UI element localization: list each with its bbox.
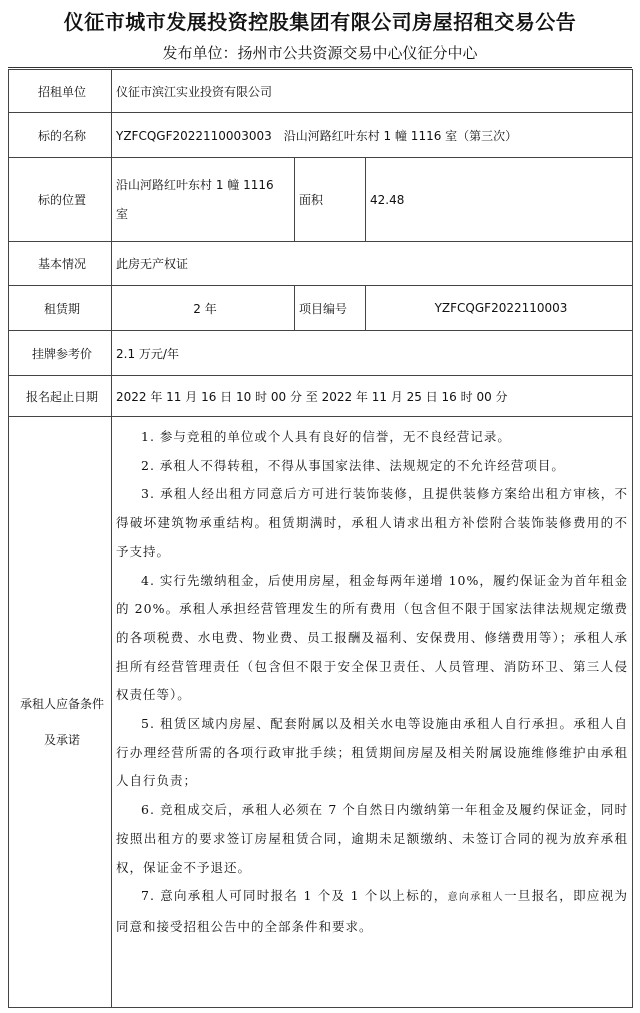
tenderer-value: 仪征市滨江实业投资有限公司 [112,70,633,113]
basic-label: 基本情况 [9,242,112,286]
subject-name-value: YZFCQGF2022110003003 沿山河路红叶东村 1 幢 1116 室（第三次） [112,113,633,158]
project-no-value: YZFCQGF2022110003 [366,286,633,331]
lease-term-label: 租赁期 [9,286,112,331]
project-no-label: 项目编号 [295,286,366,331]
row-subject-name [9,113,633,158]
announcement-title: 仪征市城市发展投资控股集团有限公司房屋招租交易公告 [63,10,577,34]
condition-4: 4. 实行先缴纳租金，后使用房屋，租金每两年递增 10%，履约保证金为首年租金的 20%。承租人承担经营管理发生的所有费用（包含但不限于国家法律法规规定缴费的各项税费、水电费、物业费、员工报酬及福利、安保费用、修缮费用等）；承租人承担所有经营管理责任（包含但不限于安全保卫责任、人员管理、消防环卫、第三人侵权责任等）。 [116,572,629,703]
condition-6: 6. 竞租成交后，承租人必须在 7 个自然日内缴纳第一年租金及履约保证金，同时按照出租方的要求签订房屋租赁合同，逾期未足额缴纳、未签订合同的视为放弃承租权，保证金不予退还。 [116,802,629,875]
basic-value: 此房无产权证 [112,242,633,286]
signup-period-value: 2022 年 11 月 16 日 10 时 00 分 至 2022 年 11 月 25 日 16 时 00 分 [112,376,633,417]
conditions-list [116,423,628,942]
area-value: 42.48 [366,158,633,242]
location-value-line1: 沿山河路红叶东村 1 幢 1116 [116,177,274,192]
condition-3: 3. 承租人经出租方同意后方可进行装饰装修，且提供装修方案给出租方审核，不得破坏建筑物承重结构。租赁期满时，承租人请求出租方补偿附合装饰装修费用的不予支持。 [116,486,629,559]
requirements-content [112,417,633,1008]
row-signup-period [9,376,633,417]
location-value [112,158,295,242]
row-lease-term [9,286,633,331]
condition-1: 1. 参与竞租的单位或个人具有良好的信誉，无不良经营记录。 [141,429,511,444]
row-tenderer [9,70,633,113]
announcement-table [8,69,633,1008]
area-label: 面积 [295,158,366,242]
row-ref-price [9,331,633,376]
condition-2: 2. 承租人不得转租，不得从事国家法律、法规规定的不允许经营项目。 [141,457,565,473]
tenderer-label: 招租单位 [9,70,112,113]
row-location [9,158,633,242]
header-divider [8,67,632,68]
condition-7-part2: 一旦报名，即应视为同意和接受招租公告中的全部条件和要求。 [116,888,629,934]
requirements-label-line1: 承租人应备条件 [19,696,104,711]
row-requirements [9,417,633,1008]
publisher-line: 发布单位：扬州市公共资源交易中心仪征分中心 [162,44,478,62]
condition-7 [116,882,628,941]
requirements-label-line2: 及承诺 [43,732,80,747]
subject-name-label: 标的名称 [9,113,112,158]
condition-7-small: 意向承租人 [447,892,505,904]
condition-5: 5. 租赁区域内房屋、配套附属以及相关水电等设施由承租人自行承担。承租人自行办理经营所需的各项行政审批手续；租赁期间房屋及相关附属设施维修维护由承租人自行负责； [116,716,629,789]
condition-7-part1: 7. 意向承租人可同时报名 1 个及 1 个以上标的， [141,888,448,904]
signup-period-label: 报名起止日期 [9,376,112,417]
location-label: 标的位置 [9,158,112,242]
lease-term-value: 2 年 [112,286,295,331]
row-basic-info [9,242,633,286]
location-value-line2: 室 [116,206,129,221]
ref-price-label: 挂牌参考价 [9,331,112,376]
ref-price-value: 2.1 万元/年 [112,331,633,376]
requirements-label [9,417,112,1008]
